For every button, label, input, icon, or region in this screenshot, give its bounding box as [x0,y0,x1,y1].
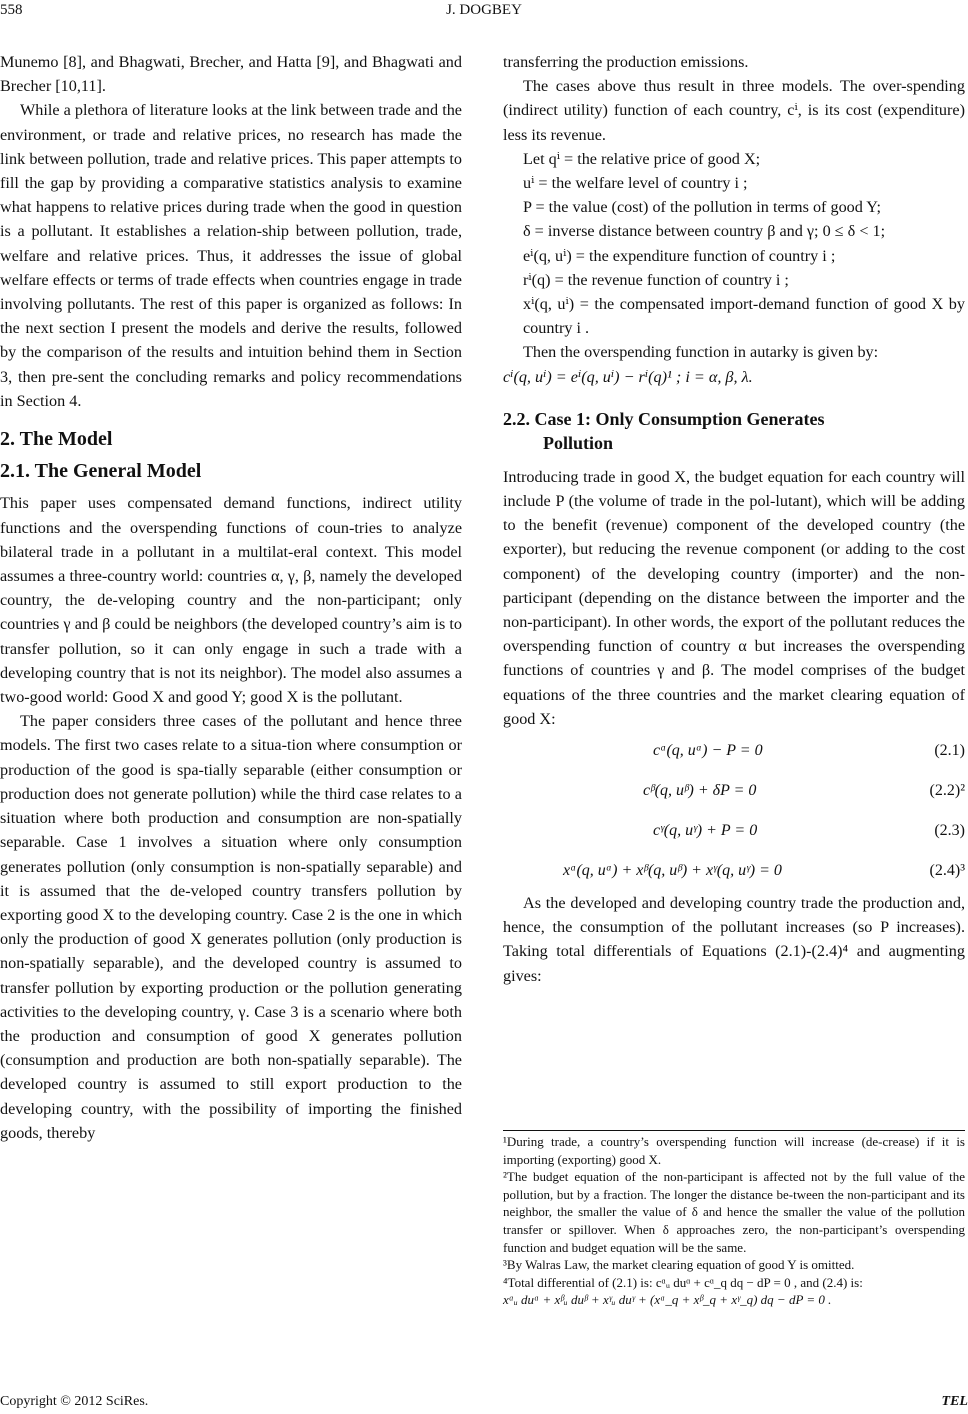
footnote: ³By Walras Law, the market clearing equation of good Y is omitted. [503,1257,855,1273]
equation-number: (2.4)³ [929,862,965,880]
section-heading-model: 2. The Model [0,428,113,451]
page-number: 558 [0,2,23,18]
right-column [503,50,965,988]
paragraph: While a plethora of literature looks at the link between trade and the environment, or trade and relative prices, no research has made the link between pollution, trade and relative prices. This paper attempts to fill the gap by providing a comparative statistics analysis to examine what happens to relative prices during trade when the good in question is a pollutant. It establishes a relation-ship between pollution, trade, welfare and relative prices. Thus, it addresses the issue of global welfare effects or terms of trade effects when countries engage in trade involving pollutants. The rest of this paper is organized as follows: In the next section I present the models and derive the results, followed by the comparison of the results and intuition behind them in Section 3, then pre-sent the concluding remarks and policy recommendations in Section 4. [0,101,462,410]
paragraph: This paper uses compensated demand functions, indirect utility functions and the overspending functions of coun-tries to analyze bilateral trade in a pollutant in a multilat-eral context. This model assumes a three-country world: countries α, γ, β, namely the developed country, the de-veloping country and the non-participant; only countries γ and β could be neighbors (the developed country’s aim is to transfer pollution, so it can only engage in such a trade with a developing country that is not its neighbor). The model also assumes a two-good world: Good X and good Y; good X is the pollutant. [0,494,462,707]
definition: δ = inverse distance between country β and γ; 0 ≤ δ < 1; [523,222,886,241]
paragraph: As the developed and developing country trade the production and, hence, the consumption of the pollutant increases (so P increases). Taking total differentials of Equations (2.1)-(2.4)⁴ and augmenting gives: [503,894,965,985]
equation [503,731,965,771]
paragraph: Introducing trade in good X, the budget equation for each country will include P (the volume of trade in the pol-lutant), which will be adding to the benefit (revenue) component of the developed country (the exporter), but reducing the revenue component (or adding to the cost component) of the developing country (importer) and the non-participant (depending on the distance between the importer and the non-participant). In other words, the export of the pollutant reduces the overspending function of country α but increases the overspending functions of countries γ and β. The model comprises of the budget equations of the three countries and the market clearing equation of good X: [503,467,965,728]
equation-expression: xᵅ(q, uᵅ) + xᵝ(q, uᵝ) + xᵞ(q, uᵞ) = 0 [563,862,782,880]
equation-expression: cᵞ(q, uᵞ) + P = 0 [653,822,758,840]
heading-line: 2.2. Case 1: Only Consumption Generates [503,408,825,429]
definition: rⁱ(q) = the revenue function of country i ; [523,270,789,289]
footnote-equation: xᵅᵤ duᵅ + xᵝᵤ duᵝ + xᵞᵤ duᵞ + (xᵅ_q + xᵝ_q + xᵞ_q) dq − dP = 0 . [503,1292,832,1308]
footnote: ⁴Total differential of (2.1) is: cᵅᵤ duᵅ + cᵅ_q dq − dP = 0 , and (2.4) is: [503,1274,863,1290]
footnote: ²The budget equation of the non-participant is affected not by the full value of the pollution, but by a fraction. The longer the distance be-tween the non-participant and its neighbor, the smaller the value of δ and hence the smaller the value of the pollution transfer or spillover. When δ approaches zero, the non-participant’s overspending function and budget equation will be the same. [503,1169,965,1255]
equation [503,811,965,851]
heading-line: Pollution [543,432,614,453]
paragraph: The paper considers three cases of the pollutant and hence three models. The first two cases relate to a situa-tion where consumption or production of the good is spa-tially separable (either consumption or production does not generate pollution) while the third case relates to a situation where both production and consumption are non-spatially separable. Case 1 involves a situation where only consumption generates pollution (only consumption is non-spatially separable) and it is assumed that the de-veloped country transfers pollution by exporting good X to the developing country. Case 2 is the one in which only the production of good X generates pollution (only production is non-spatially separable), and the developed country is assumed to transfer pollution by exporting production or the pollution generating activities to the developing country, γ. Case 3 is a scenario where both the production and consumption of good X generates pollution (consumption and production are both non-spatially separable). The developed country is assumed to still export production to the developing country, with the possibility of importing the finished goods, thereby [0,712,462,1142]
autarky-equation: cⁱ(q, uⁱ) = eⁱ(q, uⁱ) − rⁱ(q)¹ ; i = α, β, λ. [503,367,753,386]
equation-expression: cᵅ(q, uᵅ) − P = 0 [653,742,763,760]
page-header [0,2,968,24]
footnote: ¹During trade, a country’s overspending function will increase (de-crease) if it is importing (exporting) good X. [503,1134,965,1167]
definition: Let qⁱ = the relative price of good X; [523,149,761,168]
paragraph: Munemo [8], and Bhagwati, Brecher, and Hatta [9], and Bhagwati and Brecher [10,11]. [0,53,462,96]
definition: uⁱ = the welfare level of country i ; [523,174,748,193]
paragraph: transferring the production emissions. [503,53,749,71]
paragraph: The cases above thus result in three models. The over-spending (indirect utility) function of each country, cⁱ, is its cost (expenditure) less its revenue. [503,77,965,144]
definition: eⁱ(q, uⁱ) = the expenditure function of country i ; [523,246,836,265]
equation-number: (2.3) [934,822,965,840]
equation [503,851,965,891]
equation-number: (2.1) [934,742,965,760]
equation-number: (2.2)² [929,782,965,800]
definition: xⁱ(q, uⁱ) = the compensated import-demand function of good X by country i . [523,295,965,338]
footnotes [503,1130,965,1309]
subsection-heading-case1 [503,407,965,455]
journal-abbrev: TEL [941,1394,968,1409]
subsection-heading-general: 2.1. The General Model [0,460,202,483]
definition: P = the value (cost) of the pollution in terms of good Y; [523,198,882,217]
left-column [0,50,462,1145]
definitions-list [503,147,965,341]
running-author: J. DOGBEY [446,2,522,18]
copyright: Copyright © 2012 SciRes. [0,1394,149,1409]
equation-expression: cᵝ(q, uᵝ) + δP = 0 [643,782,757,800]
paragraph: Then the overspending function in autarky is given by: [523,343,879,362]
equation [503,771,965,811]
